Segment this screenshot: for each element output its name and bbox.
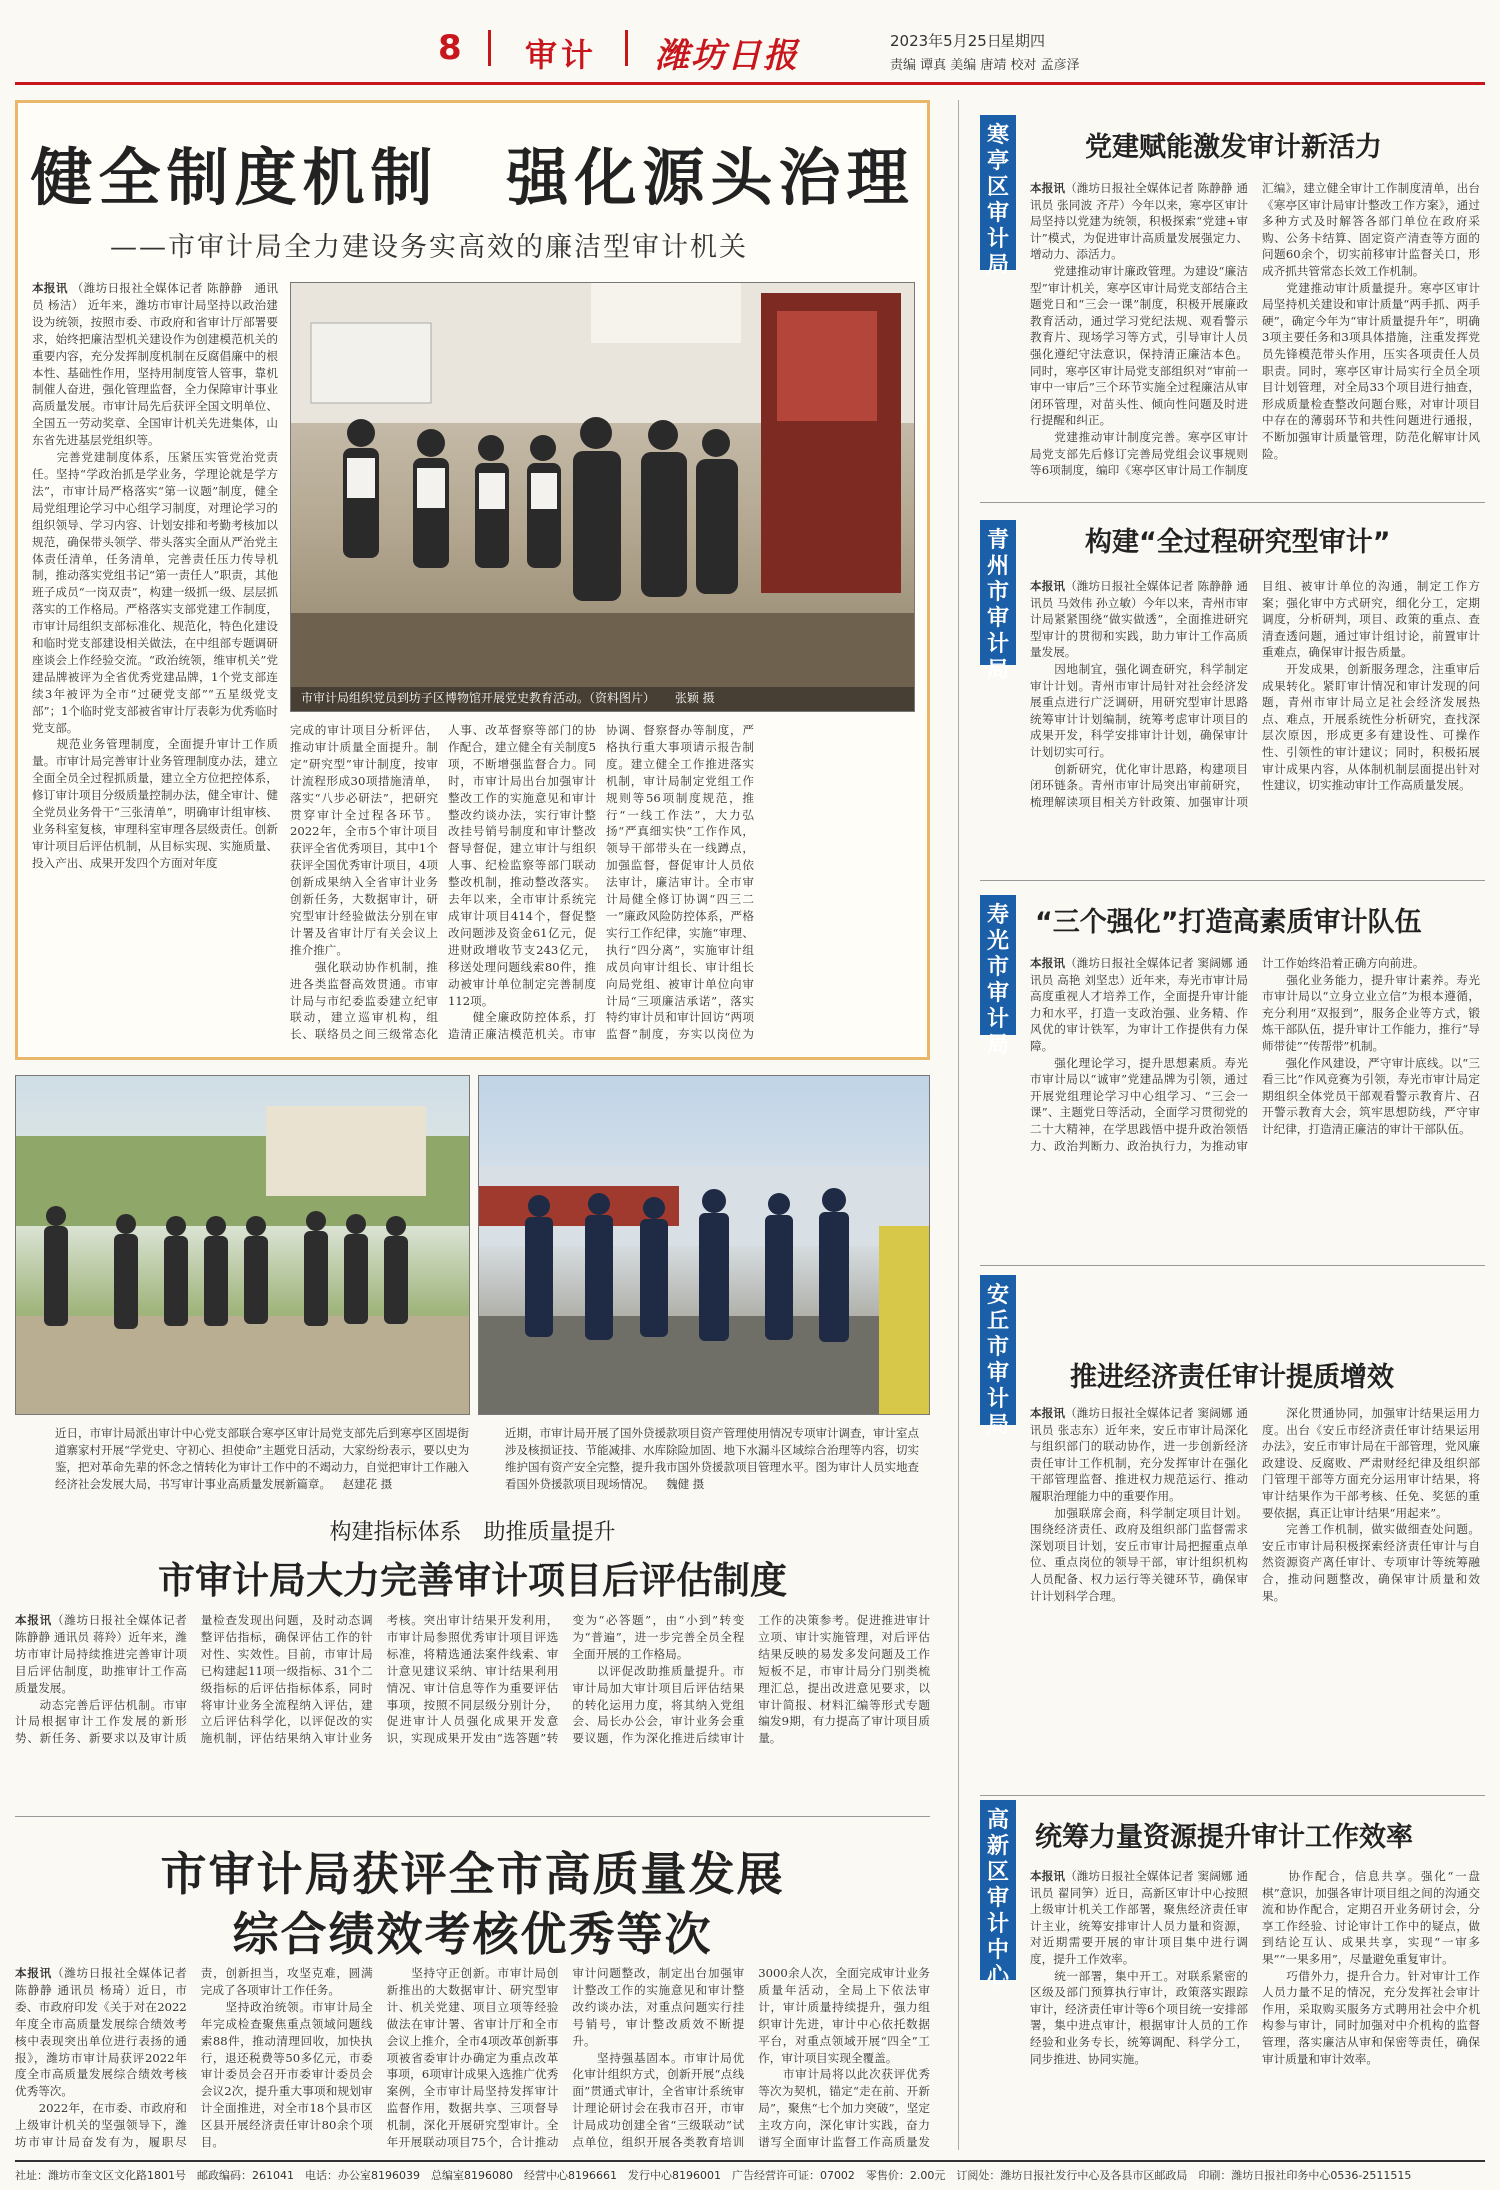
side-label-qingzhou: 青州市审计局 bbox=[980, 520, 1016, 665]
lead-photo-caption: 市审计局组织党员到坊子区博物馆开展党史教育活动。（资料图片） bbox=[301, 691, 656, 705]
right-text-1: （潍坊日报社全媒体记者 陈静静 通讯员 张同波 齐芹）今年以来，寒亭区审计局坚持以党建为统领，积极探索“党建+审计”模式，为促进审计高质量发展强定力、增动力、添活力。 党建推动审计廉政管理。为建设“廉洁型”审计机关，寒亭区审计局党支部结合主题党日和“三会一课”制度，积极开展廉政教育活动，通过学习党纪法规、观看警示教育片、现场学习等方式，引导审计人员强化遵纪守法意识，保持清正廉洁本色。同时，寒亭区审计局党支部组织对“审前一审中一审后”三个环节实施全过程廉洁从审闭环管理，对苗头性、倾向性问题及时进行提醒和纠正。 党建推动审计制度完善。寒亭区审计局党支部先后修订完善局党组会议事规则等6项制度，编印《寒亭区审计局工作制度汇编》，建立健全审计工作制度清单，出台《寒亭区审计局审计整改工作方案》，通过多种方式及时解答各部门单位在政府采购、公务卡结算、固定资产清查等方面的问题60余个，切实前移审计监督关口，形成齐抓共管常态长效工作机制。 党建推动审计质量提升。寒亭区审计局坚持机关建设和审计质量“两手抓、两手硬”，确定今年为“审计质量提升年”，明确3项主要任务和3项具体措施，注重发挥党员先锋模范带头作用，压实各项责任人员职责。同时，寒亭区审计局实行全员全项目计划管理，对全局33个项目进行抽查，形成质量检查整改问题台账，对审计项目中存在的薄弱环节和共性问题进行通报，不断加强审计质量管理，防范化解审计风险。 bbox=[1030, 181, 1480, 478]
right-text-5: （潍坊日报社全媒体记者 窦阔娜 通讯员 翟同笋）近日，高新区审计中心按照上级审计机关工作部署，聚焦经济责任审计主业，统筹安排审计人员力量和资源，对近期需要开展的审计项目集中进行调度，提升工作效率。 统一部署，集中开工。对联系紧密的区级及部门预算执行审计，政策落实跟踪审计，经济责任审计等6个项目统一安排部署，集中进点审计，根据审计人员的工作经验和业务专长，统筹调配、科学分工，同步推进、协同实施。 协作配合，信息共享。强化“一盘棋”意识，加强各审计项目组之间的沟通交流和协作配合，定期召开业务研讨会，分享工作经验、讨论审计工作中的疑点，做到结论互认、成果共享，实现“一审多果”“一果多用”，尽量避免重复审计。 巧借外力，提升合力。针对审计工作人员力量不足的情况，充分发挥社会审计作用，采取购买服务方式聘用社会中介机构参与审计，同时加强对中介机构的监督管理，落实廉洁从审和保密等责任，确保审计质量和审计效率。 bbox=[1030, 1869, 1480, 2066]
party-day-image bbox=[16, 1076, 470, 1415]
masthead bbox=[0, 0, 1500, 78]
lead-photo-credit: 张颖 摄 bbox=[674, 691, 715, 705]
footer-info: 社址：潍坊市奎文区文化路1801号 邮政编码：261041 电话：办公室8196039 总编室8196080 经营中心8196661 发行中心8196001 广告经营许可证：07002 零售价：2.00元 订阅处：潍坊日报社发行中心及各县市区邮政局 印刷：潍坊日报社印务中心0536-2511515 bbox=[15, 2160, 1485, 2183]
lead-text-3: 人事、改革督察等部门的协作配合，建立健全有关制度5项，不断增强监督合力。同时，市审计局出台加强审计整改工作的实施意见和审计整改约谈办法，实行审计整改挂号销号制度和审计整改督导督促，建立审计与组织人事、纪检监察等部门联动整改机制，推动整改落实。去年以来，全市审计系统完成审计项目414个，督促整改问题涉及资金61亿元，促进财政增收节支243亿元，移送处理问题线索80件，推动被审计单位制定完善制度112项。 健全廉政防控体系，打造清正廉洁模范机关。市审 bbox=[448, 723, 596, 1042]
lead-subheadline: ——市审计局全力建设务实高效的廉洁型审计机关 bbox=[110, 232, 748, 263]
photo-right-caption-block bbox=[505, 1425, 930, 1495]
lead-column-4 bbox=[606, 722, 754, 1042]
lead-headline[interactable]: 健全制度机制 强化源头治理 bbox=[30, 141, 915, 214]
divider bbox=[488, 30, 491, 66]
photo-right-credit: 魏健 摄 bbox=[666, 1477, 705, 1491]
right-byline-5: 本报讯 bbox=[1030, 1869, 1066, 1883]
side-label-gaoxin: 高新区审计中心 bbox=[980, 1800, 1016, 1980]
site-inspection-image bbox=[479, 1076, 930, 1415]
right-divider bbox=[980, 1265, 1485, 1266]
right-body-2 bbox=[1030, 578, 1480, 870]
lead-byline-note: （潍坊日报社全媒体记者 陈静静 通讯员 杨洁） bbox=[32, 281, 278, 312]
article2-headline[interactable]: 市审计局大力完善审计项目后评估制度 bbox=[158, 1558, 787, 1602]
column-divider bbox=[958, 100, 959, 2150]
lead-text-4: 协调、督察督办等制度，严格执行重大事项请示报告制度。建立健全工作推进落实机制，审计局制定党组工作规则等56项制度规范，推行“一线工作法”，大力弘扬“严真细实快”工作作风，领导干部带头在一线蹲点，加强监督，督促审计人员依法审计，廉洁审计。全市审计局健全修订协调“四三二一”廉政风险防控体系，严格实行工作纪律，实施“审理、执行“四分离”，实施审计组成员向审计组长、审计组长向局党组、被审计单位向审计局“三项廉洁承诺”，落实特约审计员和审计回访“两项监督”制度，夯实以岗位为 bbox=[606, 723, 754, 1042]
right-byline-4: 本报讯 bbox=[1030, 1406, 1066, 1420]
article3-text: （潍坊日报社全媒体记者 陈静静 通讯员 杨琦）近日，市委、市政府印发《关于对在2022年度全市高质量发展综合绩效考核中表现突出单位进行表扬的通报》，潍坊市审计局获评2022年度全市高质量发展综合绩效考核优秀等次。 2022年，在市委、市政府和上级审计机关的坚强领导下，潍坊市审计局奋发有为，履职尽责，创新担当，攻坚克难，圆满完成了各项审计工作任务。 坚持政治统领。市审计局全年完成检查聚焦重点领域问题线索88件，推动清理回收，加快执行，退还税费等50多亿元，市委审计委员会召开市委审计委员会会议2次，提升重大事项和规划审计全面推进，对全市18个县市区区县开展经济责任审计80余个项目。 坚持守正创新。市审计局创新推出的大数据审计、研究型审计、机关党建、项目立项等经验做法在审计署、省审计厅和全市会议上推介，全市4项改革创新事项被省委审计办确定为重点改革事项，6项审计成果入选推广优秀案例，全市审计局坚持发挥审计监督作用，数据共享、三项督导机制，深化开展研究型审计。全年开展联动项目75个，合计推动审计问题整改，制定出台加强审计整改工作的实施意见和审计整改约谈办法，对重点问题实行挂号销号，审计整改质效不断提升。 坚持强基固本。市审计局优化审计组织方式，创新开展“点线面”贯通式审计，全省审计系统审计理论研讨会在我市召开，市审计局成功创建全省“三级联动”试点单位，组织开展各类教育培训3000余人次，全面完成审计业务质量年活动，全局上下依法审计，审计质量持续提升，强力组织审计先进，审计中心依托数据平台，对重点领域开展“四全”工作，审计项目实现全覆盖。 市审计局将以此次获评优秀等次为契机，锚定“走在前、开新局”，聚焦“七个加力突破”，坚定主攻方向，深化审计实践，奋力谱写全面审计监督工作高质量发 bbox=[15, 1966, 930, 2150]
right-byline-3: 本报讯 bbox=[1030, 956, 1066, 970]
issue-weekday: 星期四 bbox=[1000, 32, 1046, 50]
right-headline-4[interactable]: 推进经济责任审计提质增效 bbox=[1070, 1362, 1394, 1393]
page-number: 8 bbox=[438, 28, 462, 68]
section-divider bbox=[15, 1816, 930, 1817]
right-body-4 bbox=[1030, 1405, 1480, 1805]
side-label-hanting: 寒亭区审计局 bbox=[980, 115, 1016, 270]
divider bbox=[625, 30, 628, 66]
article2-body bbox=[15, 1612, 930, 1802]
right-headline-5[interactable]: 统筹力量资源提升审计工作效率 bbox=[1035, 1822, 1413, 1853]
side-label-shouguang: 寿光市审计局 bbox=[980, 895, 1016, 1035]
article2-byline: 本报讯 bbox=[15, 1613, 52, 1627]
article3-byline: 本报讯 bbox=[15, 1966, 52, 1980]
photo-right bbox=[478, 1075, 930, 1415]
header-rule bbox=[15, 82, 1485, 85]
newspaper-logo: 潍坊日报 bbox=[655, 36, 799, 76]
right-divider bbox=[980, 502, 1485, 503]
photo-left-credit: 赵建花 摄 bbox=[342, 1477, 393, 1490]
photo-right-caption: 近期，市审计局开展了国外贷援款项目资产管理使用情况专项审计调查，审计室点涉及核损证技、节能减排、水库除险加固、地下水漏斗区域综合治理等内容，切实维护国有资产安全完整，提升我市国外贷援款项目管理水平。图为审计人员实地查看国外贷援款项目现场情况。 bbox=[505, 1426, 919, 1491]
lead-photo bbox=[290, 282, 915, 712]
museum-visit-image bbox=[291, 283, 915, 712]
right-byline-1: 本报讯 bbox=[1030, 181, 1066, 195]
lead-column-spacer bbox=[764, 722, 914, 1042]
photo-left bbox=[15, 1075, 470, 1415]
right-headline-3[interactable]: “三个强化”打造高素质审计队伍 bbox=[1035, 907, 1422, 938]
right-body-1 bbox=[1030, 180, 1480, 490]
photo-left-caption-block bbox=[55, 1425, 470, 1490]
right-text-4: （潍坊日报社全媒体记者 窦阔娜 通讯员 张志东）近年来，安丘市审计局深化与组织部门的联动协作，进一步创新经济责任审计工作机制，充分发挥审计在强化干部管理监督、推进权力规范运行、推动履职治理能力中的重要作用。 加强联席会商，科学制定项目计划。围绕经济责任、政府及组织部门监督需求深划项目计划，安丘市审计局把握重点单位、重点岗位的领导干部，审计组织机构人员配备、权力运行等关键环节，确保审计计划科学合理。 深化贯通协同，加强审计结果运用力度。出台《安丘市经济责任审计结果运用办法》，安丘市审计局在干部管理，党风廉政建设、反腐败、严肃财经纪律及组织部门管理干部等方面充分运用审计结果，将审计结果作为干部考核、任免、奖惩的重要依据，真正让审计结果“用起来”。 完善工作机制，做实做细查处问题。安丘市审计局积极探索经济责任审计与自然资源资产离任审计、专项审计等统筹融合，推动问题整改，确保审计质量和效果。 bbox=[1030, 1406, 1480, 1603]
side-label-anqiu: 安丘市审计局 bbox=[980, 1275, 1016, 1425]
article3-headline-line2[interactable]: 综合绩效考核优秀等次 bbox=[232, 1907, 713, 1961]
lead-photo-caption-bar bbox=[291, 687, 915, 711]
article3-headline-line1[interactable]: 市审计局获评全市高质量发展 bbox=[160, 1847, 785, 1901]
issue-date: 2023年5月25日 bbox=[890, 32, 1002, 50]
section-name: 审计 bbox=[525, 36, 598, 74]
right-text-3: （潍坊日报社全媒体记者 窦阔娜 通讯员 高艳 刘坚忠）近年来，寿光市审计局高度重视人才培养工作，全面提升审计能力和水平，打造一支政治强、业务精、作风优的审计铁军，为审计工作提供有力保障。 强化理论学习，提升思想素质。寿光市审计局以“诚审”党建品牌为引领，通过开展党组理论学习中心组学习、“三会一课”、主题党日等活动，全面学习贯彻党的二十大精神，在学思践悟中提升政治领悟力、政治判断力、政治执行力，为推动审计工作始终沿着正确方向前进。 强化业务能力，提升审计素养。寿光市审计局以“立身立业立信”为根本遵循，充分利用“双报到”，服务企业等方式，锻炼干部队伍，提升审计工作能力，推行“导师带徒”“传帮带”机制。 强化作风建设，严守审计底线。以“三看三比”作风竞赛为引领，寿光市审计局定期组织全体党员干部观看警示教育片、召开警示教育大会，筑牢思想防线，严守审计纪律，打造清正廉洁的审计干部队伍。 bbox=[1030, 956, 1480, 1153]
right-text-2: （潍坊日报社全媒体记者 陈静静 通讯员 马效伟 孙立敏）今年以来，青州市审计局紧紧围绕“做实做透”，全面推进研究型审计的贯彻和实践，助力审计工作高质量发展。 因地制宜，强化调查研究，科学制定审计计划。青州市审计局针对社会经济发展重点进行广泛调研，用研究型审计思路统筹审计计划编制，统筹考虑审计项目的成果开发，科学安排审计计划，确保审计计划切实可行。 创新研究，优化审计思路，构建项目闭环链条。青州市审计局突出审前研究，梳理解读项目相关方针政策、加强审计项目组、被审计单位的沟通，制定工作方案；强化审中方式研究，细化分工，定期调度，分析研判，项目、政策的重点、查清查透问题，通过审计组讨论，前置审计重难点，确保审计报告质量。 开发成果，创新服务理念，注重审后成果转化。紧盯审计情况和审计发现的问题，青州市审计局立足社会经济发展热点、难点，开展系统性分析研究，查找深层次原因，形成更多有建设性、可操作性、引领性的审计建议；同时，积极拓展审计成果内容，从体制机制层面提出针对性建议，切实推动审计工作高质量发展。 bbox=[1030, 579, 1480, 809]
article3-body bbox=[15, 1965, 930, 2153]
lead-text-2: 完成的审计项目分析评估，推动审计质量全面提升。制定“研究型”审计制度，按审计流程形成30项措施清单，落实“八步必研法”，把研究贯穿审计全过程各环节。2022年，全市5个审计项目获评全省优秀项目，其中1个获评全国优秀审计项目，4项创新成果纳入全省审计业务创新任务，大数据审计，研究型审计经验做法分别在审计署及省审计厅有关会议上推介推广。 强化联动协作机制，推进各类监督高效贯通。市审计局与市纪委监委建立纪审联动，建立巡审机构，组长、联络员之间三级常态化 bbox=[290, 723, 438, 1042]
right-divider bbox=[980, 880, 1485, 881]
right-headline-1[interactable]: 党建赋能激发审计新活力 bbox=[1085, 132, 1382, 163]
right-byline-2: 本报讯 bbox=[1030, 579, 1066, 593]
right-body-3 bbox=[1030, 955, 1480, 1255]
lead-column-3 bbox=[448, 722, 596, 1042]
article2-text: （潍坊日报社全媒体记者 陈静静 通讯员 蒋羚）近年来，潍坊市审计局持续推进完善审计项目后评估制度，助推审计工作高质量发展。 动态完善后评估机制。市审计局根据审计工作发展的新形势、新任务、新要求以及审计质量检查发现出问题，及时动态调整评估指标，确保评估工作的针对性、实效性。目前，市审计局已构建起11项一级指标、31个二级指标的后评估指标体系，同时将审计业务全流程纳入评估，建立后评估科学化，以评促改的实施机制，评估结果纳入审计业务考核。突出审计结果开发利用，市审计局参照优秀审计项目评选标准，将精选通法案件线索、审计意见建议采纳、审计结果利用情况、审计信息等作为重要评估事项，按照不同层级分别计分，促进审计人员强化成果开发意识，实现成果开发由“选答题”转变为“必答题”，由“小到”转变为“普遍”，进一步完善全员全程全面开展的工作格局。 以评促改助推质量提升。市审计局加大审计项目后评估结果的转化运用力度，将其纳入党组会、局长办公会，审计业务会重要议题，作为深化推进后续审计工作的决策参考。促进推进审计立项、审计实施管理，对后评估结果反映的易发多发问题及工作短板不足，市审计局分门别类梳理汇总，提出改进意见要求，以审计简报、材料汇编等形式专题编发9期，有力提高了审计项目质量。 bbox=[15, 1613, 930, 1746]
right-body-5 bbox=[1030, 1868, 1480, 2153]
lead-column-1 bbox=[32, 280, 278, 1045]
lead-text-1: 近年来，潍坊市审计局坚持以政治建设为统领，按照市委、市政府和省审计厅部署要求，始终把廉洁型机关建设作为创建模范机关的重要内容，充分发挥制度机制在反腐倡廉中的根本性、基础性作用，坚持用制度管人管事，靠机制催人奋进，强化管理监督，全力保障审计事业高质量发展。市审计局先后获评全国文明单位、全国五一劳动奖章、全国审计机关先进集体，山东省先进基层党组织等。 完善党建制度体系，压紧压实管党治党责任。坚持“学政治抓是学业务，学理论就是学方法”，市审计局严格落实“第一议题”制度，健全局党组理论学习中心组学习制度，对理论学习的组织领导、学习内容、计划安排和考勤考核加以规范，确保带头领学、带头落实全面从严治党主体责任清单，任务清单，完善责任压力传导机制，推动落实党组书记“第一责任人”职责，其他班子成员“一岗双责”，构建一级抓一级、层层抓落实的工作格局。严格落实支部党建工作制度，市审计局组织支部标准化、规范化，特色化建设和临时党支部建设相关做法，在中组部专题调研座谈会上作经验交流。“政治统领，维审机关”党建品牌被评为全省优秀党建品牌，1个党支部连续3年被评为全市“过硬党支部”“五星级党支部”；1个临时党支部被省审计厅表彰为优秀临时党支部。 规范业务管理制度，全面提升审计工作质量。市审计局完善审计业务管理制度办法，建立全面全员全过程抓质量，建立全方位把控体系，修订审计项目分级质量控制办法，健全审计、健全党员业务骨干“三张清单”，明确审计组审核、业务科室复核，审理科室审理各层级责任。创新审计项目后评估机制，从目标实现、实施质量、投入产出、成果开发四个方面对年度 bbox=[32, 297, 278, 870]
lead-column-2 bbox=[290, 722, 438, 1042]
right-divider bbox=[980, 1795, 1485, 1796]
editor-credits: 责编 谭真 美编 唐靖 校对 孟彦泽 bbox=[890, 58, 1080, 73]
photo-left-caption: 近日，市审计局派出审计中心党支部联合寒亭区审计局党支部先后到寒亭区固堤街道寨家村开展“学党史、守初心、担使命”主题党日活动，大家纷纷表示，要以史为鉴，把对革命先辈的怀念之情转化为审计工作中的不竭动力，自觉把审计工作融入经济社会发展大局，书写审计事业高质量发展新篇章。 bbox=[55, 1426, 470, 1490]
right-headline-2[interactable]: 构建“全过程研究型审计” bbox=[1085, 527, 1391, 558]
article2-kicker: 构建指标体系 助推质量提升 bbox=[329, 1520, 616, 1545]
lead-byline: 本报讯 bbox=[32, 281, 68, 295]
